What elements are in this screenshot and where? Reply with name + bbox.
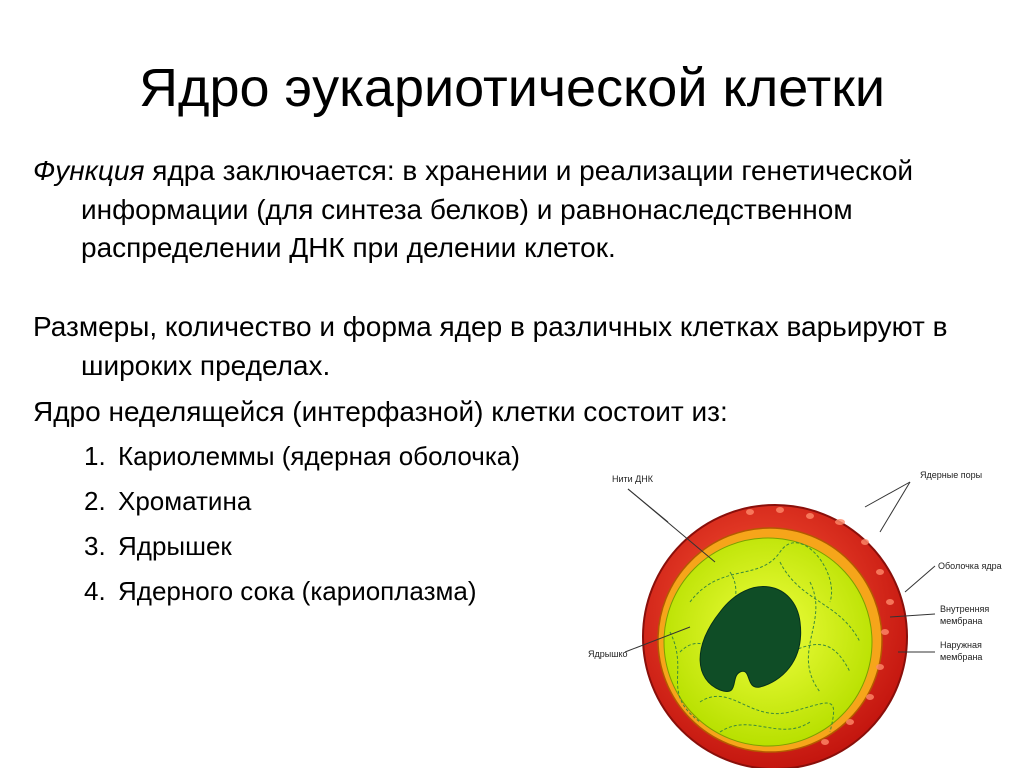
label-inner-membrane-1: Внутренняя — [940, 604, 990, 614]
list-item — [84, 524, 520, 569]
label-inner-membrane-2: мембрана — [940, 616, 983, 626]
list-number: 1. — [84, 441, 106, 471]
list-item — [84, 569, 520, 614]
label-outer-membrane-1: Наружная — [940, 640, 982, 650]
function-term: Функция — [33, 155, 145, 186]
list-number: 4. — [84, 576, 106, 606]
label-nuclear-envelope: Оболочка ядра — [938, 561, 1002, 571]
function-paragraph — [33, 152, 961, 268]
list-text: Кариолеммы (ядерная оболочка) — [118, 441, 520, 471]
list-number: 3. — [84, 531, 106, 561]
composition-paragraph: Ядро неделящейся (интерфазной) клетки состоит из: — [33, 396, 728, 427]
label-nuclear-pores: Ядерные поры — [920, 470, 983, 480]
label-dna-threads: Нити ДНК — [612, 474, 654, 484]
label-nucleolus: Ядрышко — [588, 649, 628, 659]
nucleus-illustration — [580, 452, 1020, 768]
components-list — [84, 434, 520, 614]
slide-title: Ядро эукариотической клетки — [138, 58, 885, 118]
list-item — [84, 479, 520, 524]
nucleus-diagram — [580, 452, 1020, 768]
list-text: Ядрышек — [118, 531, 232, 561]
list-text: Ядерного сока (кариоплазма) — [118, 576, 477, 606]
list-text: Хроматина — [118, 486, 252, 516]
function-text: ядра заключается: в хранении и реализации генетической информации (для синтеза белков) и равнонаследственном распределении ДНК при делении клеток. — [81, 155, 914, 263]
label-outer-membrane-2: мембрана — [940, 652, 983, 662]
sizes-paragraph: Размеры, количество и форма ядер в различных клетках варьируют в широких пределах. — [33, 311, 948, 381]
list-item — [84, 434, 520, 479]
list-number: 2. — [84, 486, 106, 516]
